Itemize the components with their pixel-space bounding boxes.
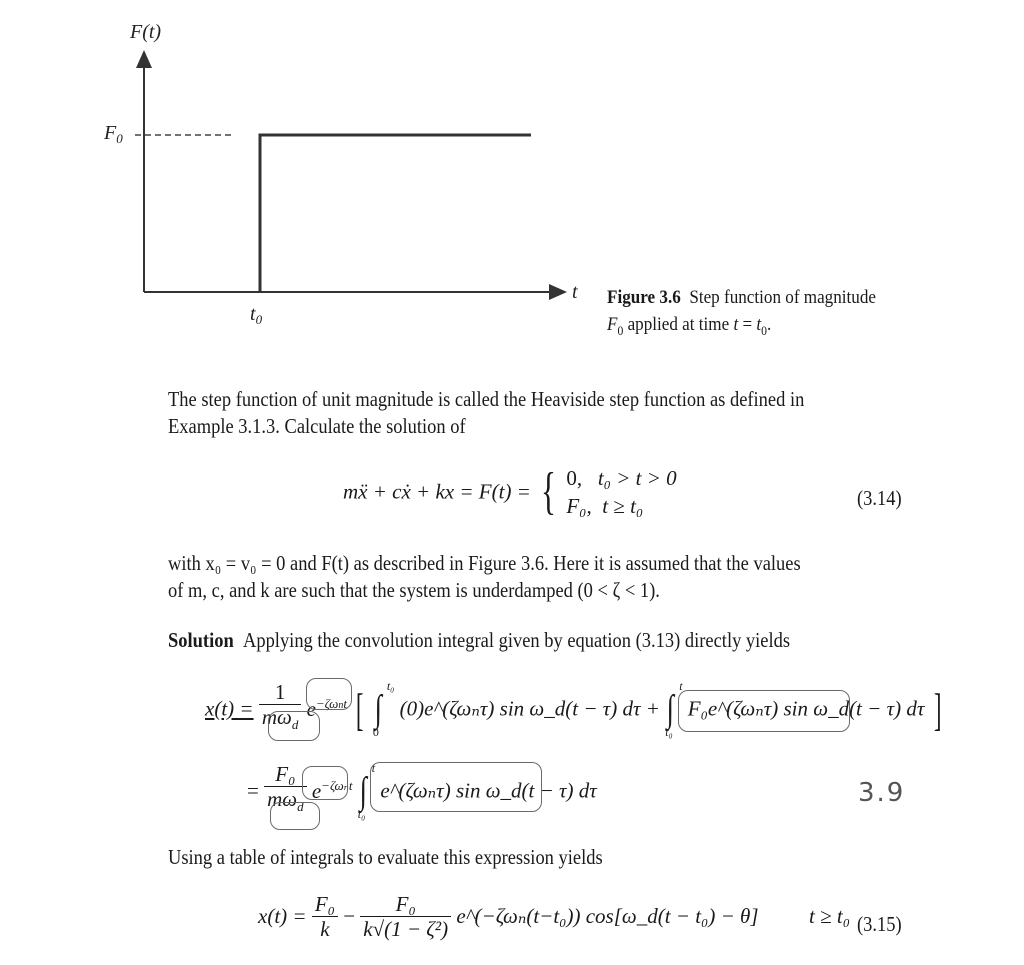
simplified-equation: = $\frac{\text{F₀}}{m\omega_d}$ $e^{-\zeta\omega_nt}$ t ∫ t₀ e^(ζωₙτ) sin ω_d(t − τ) dτ <box>247 761 597 821</box>
pen-mark-5 <box>302 766 348 800</box>
step-line <box>260 135 531 292</box>
svg-text:F0 <box>103 122 123 146</box>
time-label: t <box>250 303 256 325</box>
caption-label: Figure 3.6 <box>607 287 681 308</box>
solution-label: Solution <box>168 628 234 652</box>
figure-caption: Figure 3.6 Step function of magnitude $F_0$ applied at time $t = t_0$. <box>607 287 876 338</box>
equation-3-15: x(t) = $\frac{\text{F₀}}{k}$ − $\frac{\text{F₀}}{\text{k√(1 − ζ²)}}$ e^(−ζωₙ(t−t₀)) cos[ω_d(t − t₀) − θ] t ≥ t₀ <box>258 892 850 941</box>
equation-number-3-14: (3.14) <box>857 486 902 510</box>
x-axis-label: t <box>572 281 578 303</box>
paragraph-conditions: with x₀ = v₀ = 0 and F(t) as described in Figure 3.6. Here it is assumed that the values of m, c, and k are such that the system is underdamped (0 < ζ < 1). <box>168 551 801 602</box>
paragraph-intro: The step function of unit magnitude is called the Heaviside step function as defined in Example 3.1.3. Calculate the solution of <box>168 387 805 438</box>
paragraph-table-of-integrals: Using a table of integrals to evaluate this expression yields <box>168 845 603 869</box>
pen-mark-6 <box>370 762 542 812</box>
handwritten-note: 3.9 <box>858 778 906 808</box>
equation-3-14: mẍ + cẋ + kx = F(t) = { 0, t₀ > t > 0 F₀, t ≥ t₀ <box>343 463 677 520</box>
pen-mark-1 <box>268 711 320 741</box>
level-label-sub: 0 <box>116 131 123 146</box>
solution-line: Solution Applying the convolution integral given by equation (3.13) directly yields <box>168 628 791 652</box>
pen-mark-3 <box>678 690 850 732</box>
level-label: F <box>104 122 117 144</box>
svg-text:t0 <box>250 303 263 327</box>
y-axis-label: F(t) <box>130 21 162 43</box>
pen-mark-4 <box>270 802 320 830</box>
convolution-equation: x(t) = $\frac{1}{m\omega_d}$ $e^{-\zeta\omega nt}$ [ t₀ ∫ 0 (0)e^(ζωₙτ) sin ω_d(t − τ) dτ + t ∫ t₀ F₀e^(ζωₙτ) sin ω_d(t − τ) dτ ] <box>205 679 942 739</box>
pen-mark-2 <box>306 678 352 710</box>
time-label-sub: 0 <box>255 312 263 327</box>
caption-line1: Step function of magnitude <box>689 287 876 308</box>
equation-number-3-15: (3.15) <box>857 912 902 936</box>
